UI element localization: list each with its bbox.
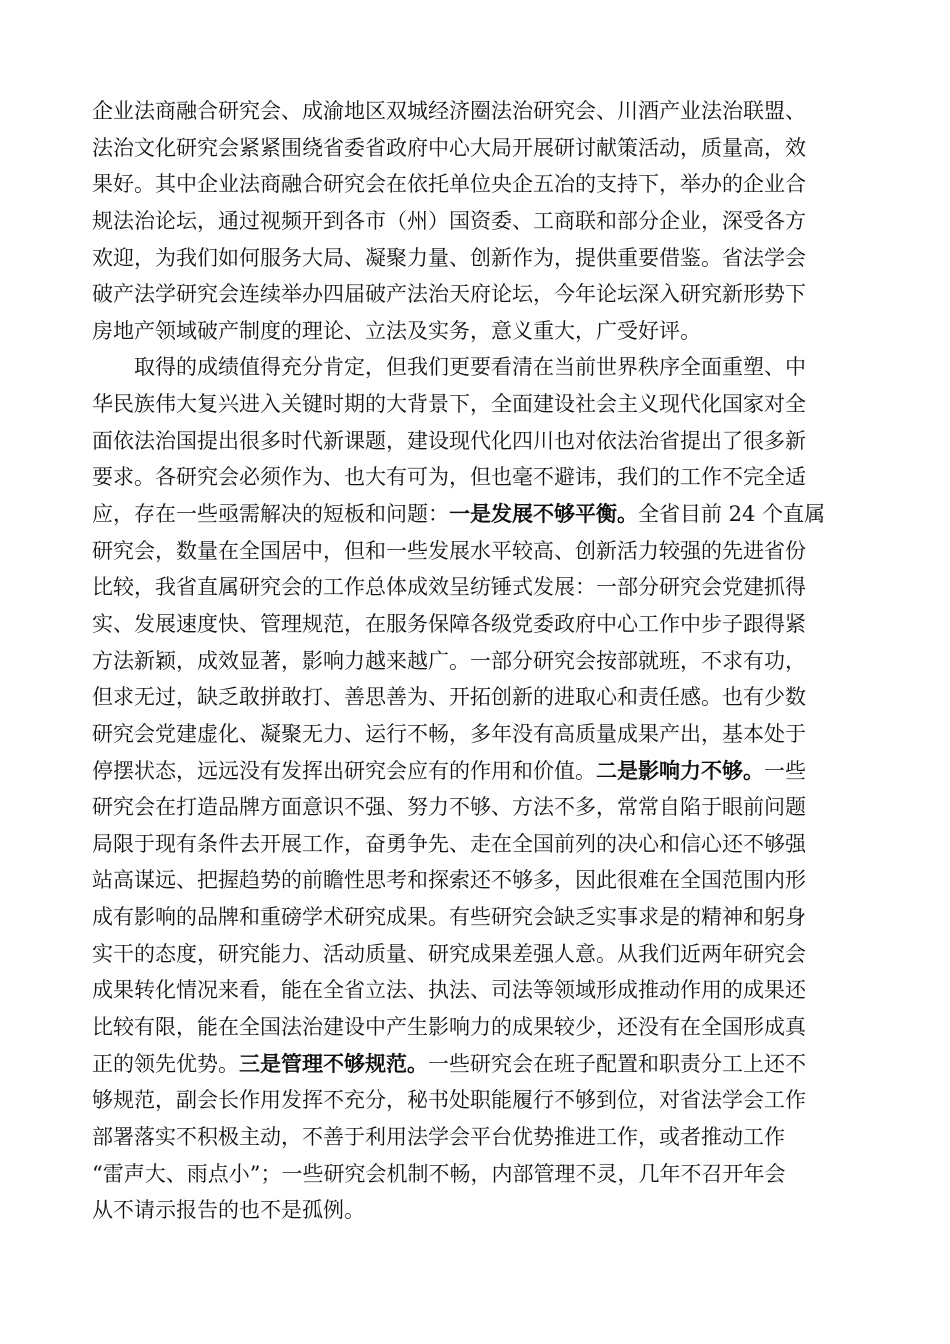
text-line: “雷声大、雨点小”；一些研究会机制不畅，内部管理不灵，几年不召开年会 <box>92 1161 786 1186</box>
text-run: 停摆状态，远远没有发挥出研究会应有的作用和价值。 <box>92 758 596 783</box>
text-line: 规法治论坛，通过视频开到各市（州）国资委、工商联和部分企业，深受各方 <box>92 208 806 233</box>
text-line: 方法新颖，成效显著，影响力越来越广。一部分研究会按部就班，不求有功， <box>92 648 806 673</box>
text-line: 比较有限，能在全国法治建设中产生影响力的成果较少，还没有在全国形成真 <box>92 1015 806 1040</box>
text-line: 研究会，数量在全国居中，但和一些发展水平较高、创新活力较强的先进省份 <box>92 538 806 563</box>
text-line: 但求无过，缺乏敢拼敢打、善思善为、开拓创新的进取心和责任感。也有少数 <box>92 685 806 710</box>
text-line <box>92 753 872 790</box>
point-two-heading: 二是影响力不够。 <box>596 757 764 783</box>
text-line: 局限于现有条件去开展工作，奋勇争先、走在全国前列的决心和信心还不够强 <box>92 831 806 856</box>
text-line: 研究会在打造品牌方面意识不强、努力不够、方法不多，常常自陷于眼前问题 <box>92 795 806 820</box>
paragraph-2 <box>92 349 872 1228</box>
text-run: 一些 <box>764 758 806 783</box>
text-line: 成果转化情况来看，能在全省立法、执法、司法等领域形成推动作用的成果还 <box>92 978 806 1003</box>
document-body <box>92 93 872 1229</box>
text-line: 房地产领域破产制度的理论、立法及实务，意义重大，广受好评。 <box>92 318 701 343</box>
text-line <box>92 496 872 533</box>
text-line: 企业法商融合研究会、成渝地区双城经济圈法治研究会、川酒产业法治联盟、 <box>92 99 806 123</box>
text-line: 面依法治国提出很多时代新课题，建设现代化四川也对依法治省提出了很多新 <box>92 428 806 453</box>
text-line: 研究会党建虚化、凝聚无力、运行不畅，多年没有高质量成果产出，基本处于 <box>92 721 806 746</box>
text-run: 应，存在一些亟需解决的短板和问题： <box>92 502 449 527</box>
text-run: 全省目前 24 个直属 <box>638 502 826 527</box>
text-line: 比较，我省直属研究会的工作总体成效呈纺锤式发展：一部分研究会党建抓得 <box>92 575 806 600</box>
text-line <box>92 1046 872 1083</box>
text-line: 法治文化研究会紧紧围绕省委省政府中心大局开展研讨献策活动，质量高，效 <box>92 135 806 160</box>
text-line: 欢迎，为我们如何服务大局、凝聚力量、创新作为，提供重要借鉴。省法学会 <box>92 245 806 270</box>
text-line: 华民族伟大复兴进入关键时期的大背景下，全面建设社会主义现代化国家对全 <box>92 392 806 417</box>
text-line: 从不请示报告的也不是孤例。 <box>92 1198 365 1223</box>
text-line: 破产法学研究会连续举办四届破产法治天府论坛，今年论坛深入研究新形势下 <box>92 282 806 307</box>
text-run: 一些研究会在班子配置和职责分工上还不 <box>428 1051 806 1076</box>
text-line: 实干的态度，研究能力、活动质量、研究成果差强人意。从我们近两年研究会 <box>92 941 806 966</box>
text-line: 果好。其中企业法商融合研究会在依托单位央企五冶的支持下，举办的企业合 <box>92 172 806 197</box>
text-line: 要求。各研究会必须作为、也大有可为，但也毫不避讳，我们的工作不完全适 <box>92 465 806 490</box>
paragraph-1 <box>92 93 872 349</box>
text-line: 够规范，副会长作用发挥不充分，秘书处职能履行不够到位，对省法学会工作 <box>92 1088 806 1113</box>
text-line: 成有影响的品牌和重磅学术研究成果。有些研究会缺乏实事求是的精神和躬身 <box>92 905 806 930</box>
text-line: 实、发展速度快、管理规范，在服务保障各级党委政府中心工作中步子跟得紧 <box>92 611 806 636</box>
point-three-heading: 三是管理不够规范。 <box>239 1050 428 1076</box>
text-run: 正的领先优势。 <box>92 1051 239 1076</box>
point-one-heading: 一是发展不够平衡。 <box>449 501 638 527</box>
text-line: 站高谋远、把握趋势的前瞻性思考和探索还不够多，因此很难在全国范围内形 <box>92 868 806 893</box>
text-line: 取得的成绩值得充分肯定，但我们更要看清在当前世界秩序全面重塑、中 <box>134 355 806 380</box>
text-line: 部署落实不积极主动，不善于利用法学会平台优势推进工作，或者推动工作 <box>92 1124 785 1149</box>
